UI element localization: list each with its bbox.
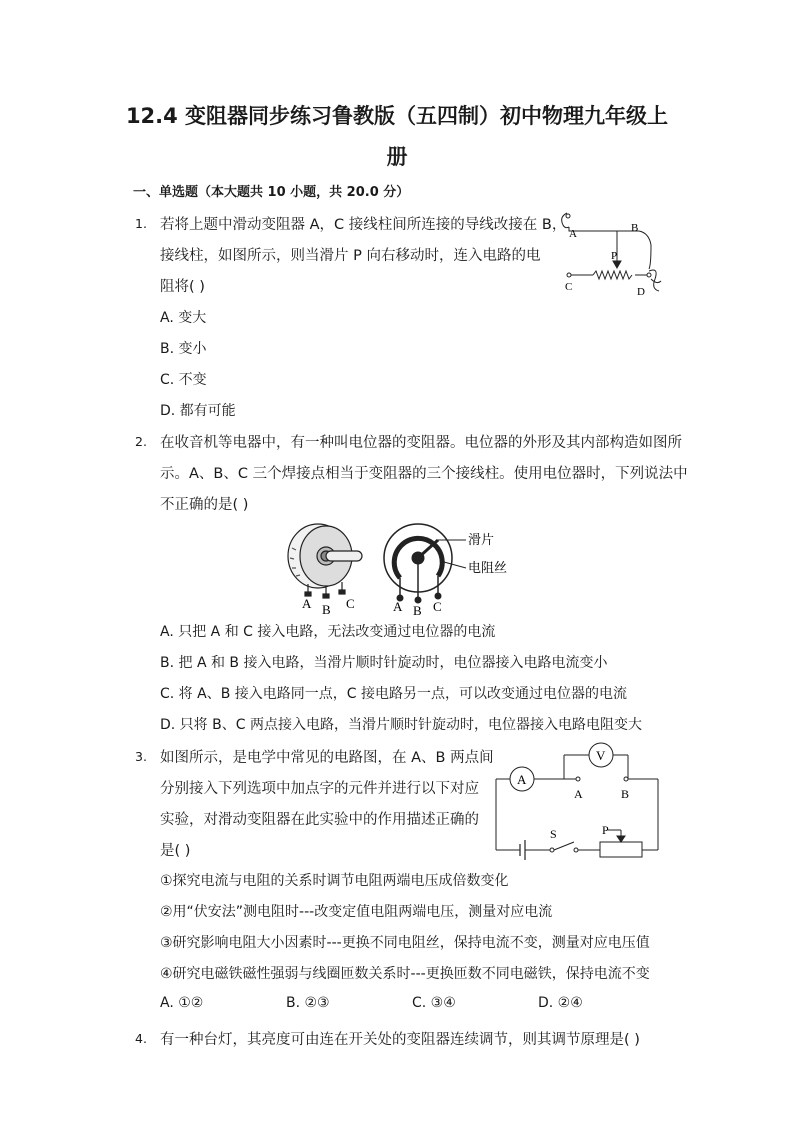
question-3-option-b[interactable]: B. ②③: [286, 995, 330, 1011]
question-3-option-a[interactable]: A. ①②: [160, 995, 204, 1011]
circuit-figure: [488, 740, 666, 860]
question-2-option-b[interactable]: B. 把 A 和 B 接入电路，当滑片顺时针旋动时，电位器接入电路电流变小: [160, 655, 608, 671]
question-2-text-line: 不正确的是( ): [160, 497, 249, 513]
potentiometer-ext-label-c: C: [346, 596, 355, 611]
rheostat-label-d: D: [637, 286, 645, 298]
question-1-option-b[interactable]: B. 变小: [160, 341, 207, 357]
question-2-option-d[interactable]: D. 只将 B、C 两点接入电路，当滑片顺时针旋动时，电位器接入电路电阻变大: [160, 717, 642, 733]
circuit-label-p: P: [602, 823, 609, 837]
question-3-text-line: 是( ): [160, 843, 191, 859]
question-3-statement-2: ②用“伏安法”测电阻时---改变定值电阻两端电压，测量对应电流: [160, 904, 553, 920]
rheostat-label-p: P: [611, 250, 618, 262]
question-3-statement-1: ①探究电流与电阻的关系时调节电阻两端电压成倍数变化: [160, 873, 509, 889]
question-3-option-c[interactable]: C. ③④: [412, 995, 456, 1011]
potentiometer-figure: [280, 518, 520, 616]
question-2-text-line: 示。A、B、C 三个焊接点相当于变阻器的三个接线柱。使用电位器时，下列说法中: [160, 466, 688, 482]
potentiometer-label-wire: 电阻丝: [468, 560, 508, 575]
circuit-label-a: A: [574, 787, 583, 801]
rheostat-label-c: C: [565, 281, 573, 293]
circuit-label-b: B: [621, 787, 630, 801]
question-1-text-line: 若将上题中滑动变阻器 A，C 接线柱间所连接的导线改接在 B，: [160, 217, 567, 233]
question-3-option-d[interactable]: D. ②④: [538, 995, 583, 1011]
potentiometer-ext-label-b: B: [322, 602, 331, 616]
circuit-voltmeter-label: V: [596, 748, 606, 763]
section-header: 一、单选题（本大题共 10 小题，共 20.0 分）: [133, 185, 410, 200]
rheostat-figure: [555, 205, 667, 300]
question-3-number: 3.: [135, 749, 147, 764]
question-1-option-a[interactable]: A. 变大: [160, 310, 207, 326]
rheostat-label-a: A: [569, 228, 577, 240]
question-2-number: 2.: [135, 434, 147, 449]
question-4-number: 4.: [135, 1031, 147, 1046]
question-3-text-line: 实验，对滑动变阻器在此实验中的作用描述正确的: [160, 812, 479, 828]
question-2-option-c[interactable]: C. 将 A、B 接入电路同一点，C 接电路另一点，可以改变通过电位器的电流: [160, 686, 627, 702]
potentiometer-label-slider: 滑片: [468, 532, 495, 547]
potentiometer-int-label-c: C: [433, 599, 442, 614]
rheostat-label-b: B: [631, 222, 639, 234]
question-1-text-line: 阻将( ): [160, 279, 205, 295]
potentiometer-int-label-b: B: [413, 603, 422, 616]
question-3-text-line: 如图所示，是电学中常见的电路图，在 A、B 两点间: [160, 750, 494, 766]
question-1-option-d[interactable]: D. 都有可能: [160, 403, 236, 419]
page-title-line1: 12.4 变阻器同步练习鲁教版（五四制）初中物理九年级上: [125, 104, 669, 128]
circuit-label-s: S: [550, 827, 557, 841]
question-1-number: 1.: [135, 216, 147, 231]
circuit-ammeter-label: A: [517, 772, 527, 787]
page-title-line2: 册: [386, 145, 408, 169]
question-2-text-line: 在收音机等电器中，有一种叫电位器的变阻器。电位器的外形及其内部构造如图所: [160, 435, 682, 451]
question-3-statement-4: ④研究电磁铁磁性强弱与线圈匝数关系时---更换匝数不同电磁铁，保持电流不变: [160, 966, 650, 982]
potentiometer-int-label-a: A: [393, 599, 403, 614]
potentiometer-ext-label-a: A: [302, 596, 312, 611]
question-1-text-line: 接线柱，如图所示，则当滑片 P 向右移动时，连入电路的电: [160, 248, 541, 264]
question-2-option-a[interactable]: A. 只把 A 和 C 接入电路，无法改变通过电位器的电流: [160, 624, 496, 640]
question-4-text-line: 有一种台灯，其亮度可由连在开关处的变阻器连续调节，则其调节原理是( ): [160, 1032, 640, 1048]
question-1-option-c[interactable]: C. 不变: [160, 372, 207, 388]
question-3-text-line: 分别接入下列选项中加点字的元件并进行以下对应: [160, 781, 479, 797]
question-3-statement-3: ③研究影响电阻大小因素时---更换不同电阻丝，保持电流不变，测量对应电压值: [160, 935, 650, 951]
